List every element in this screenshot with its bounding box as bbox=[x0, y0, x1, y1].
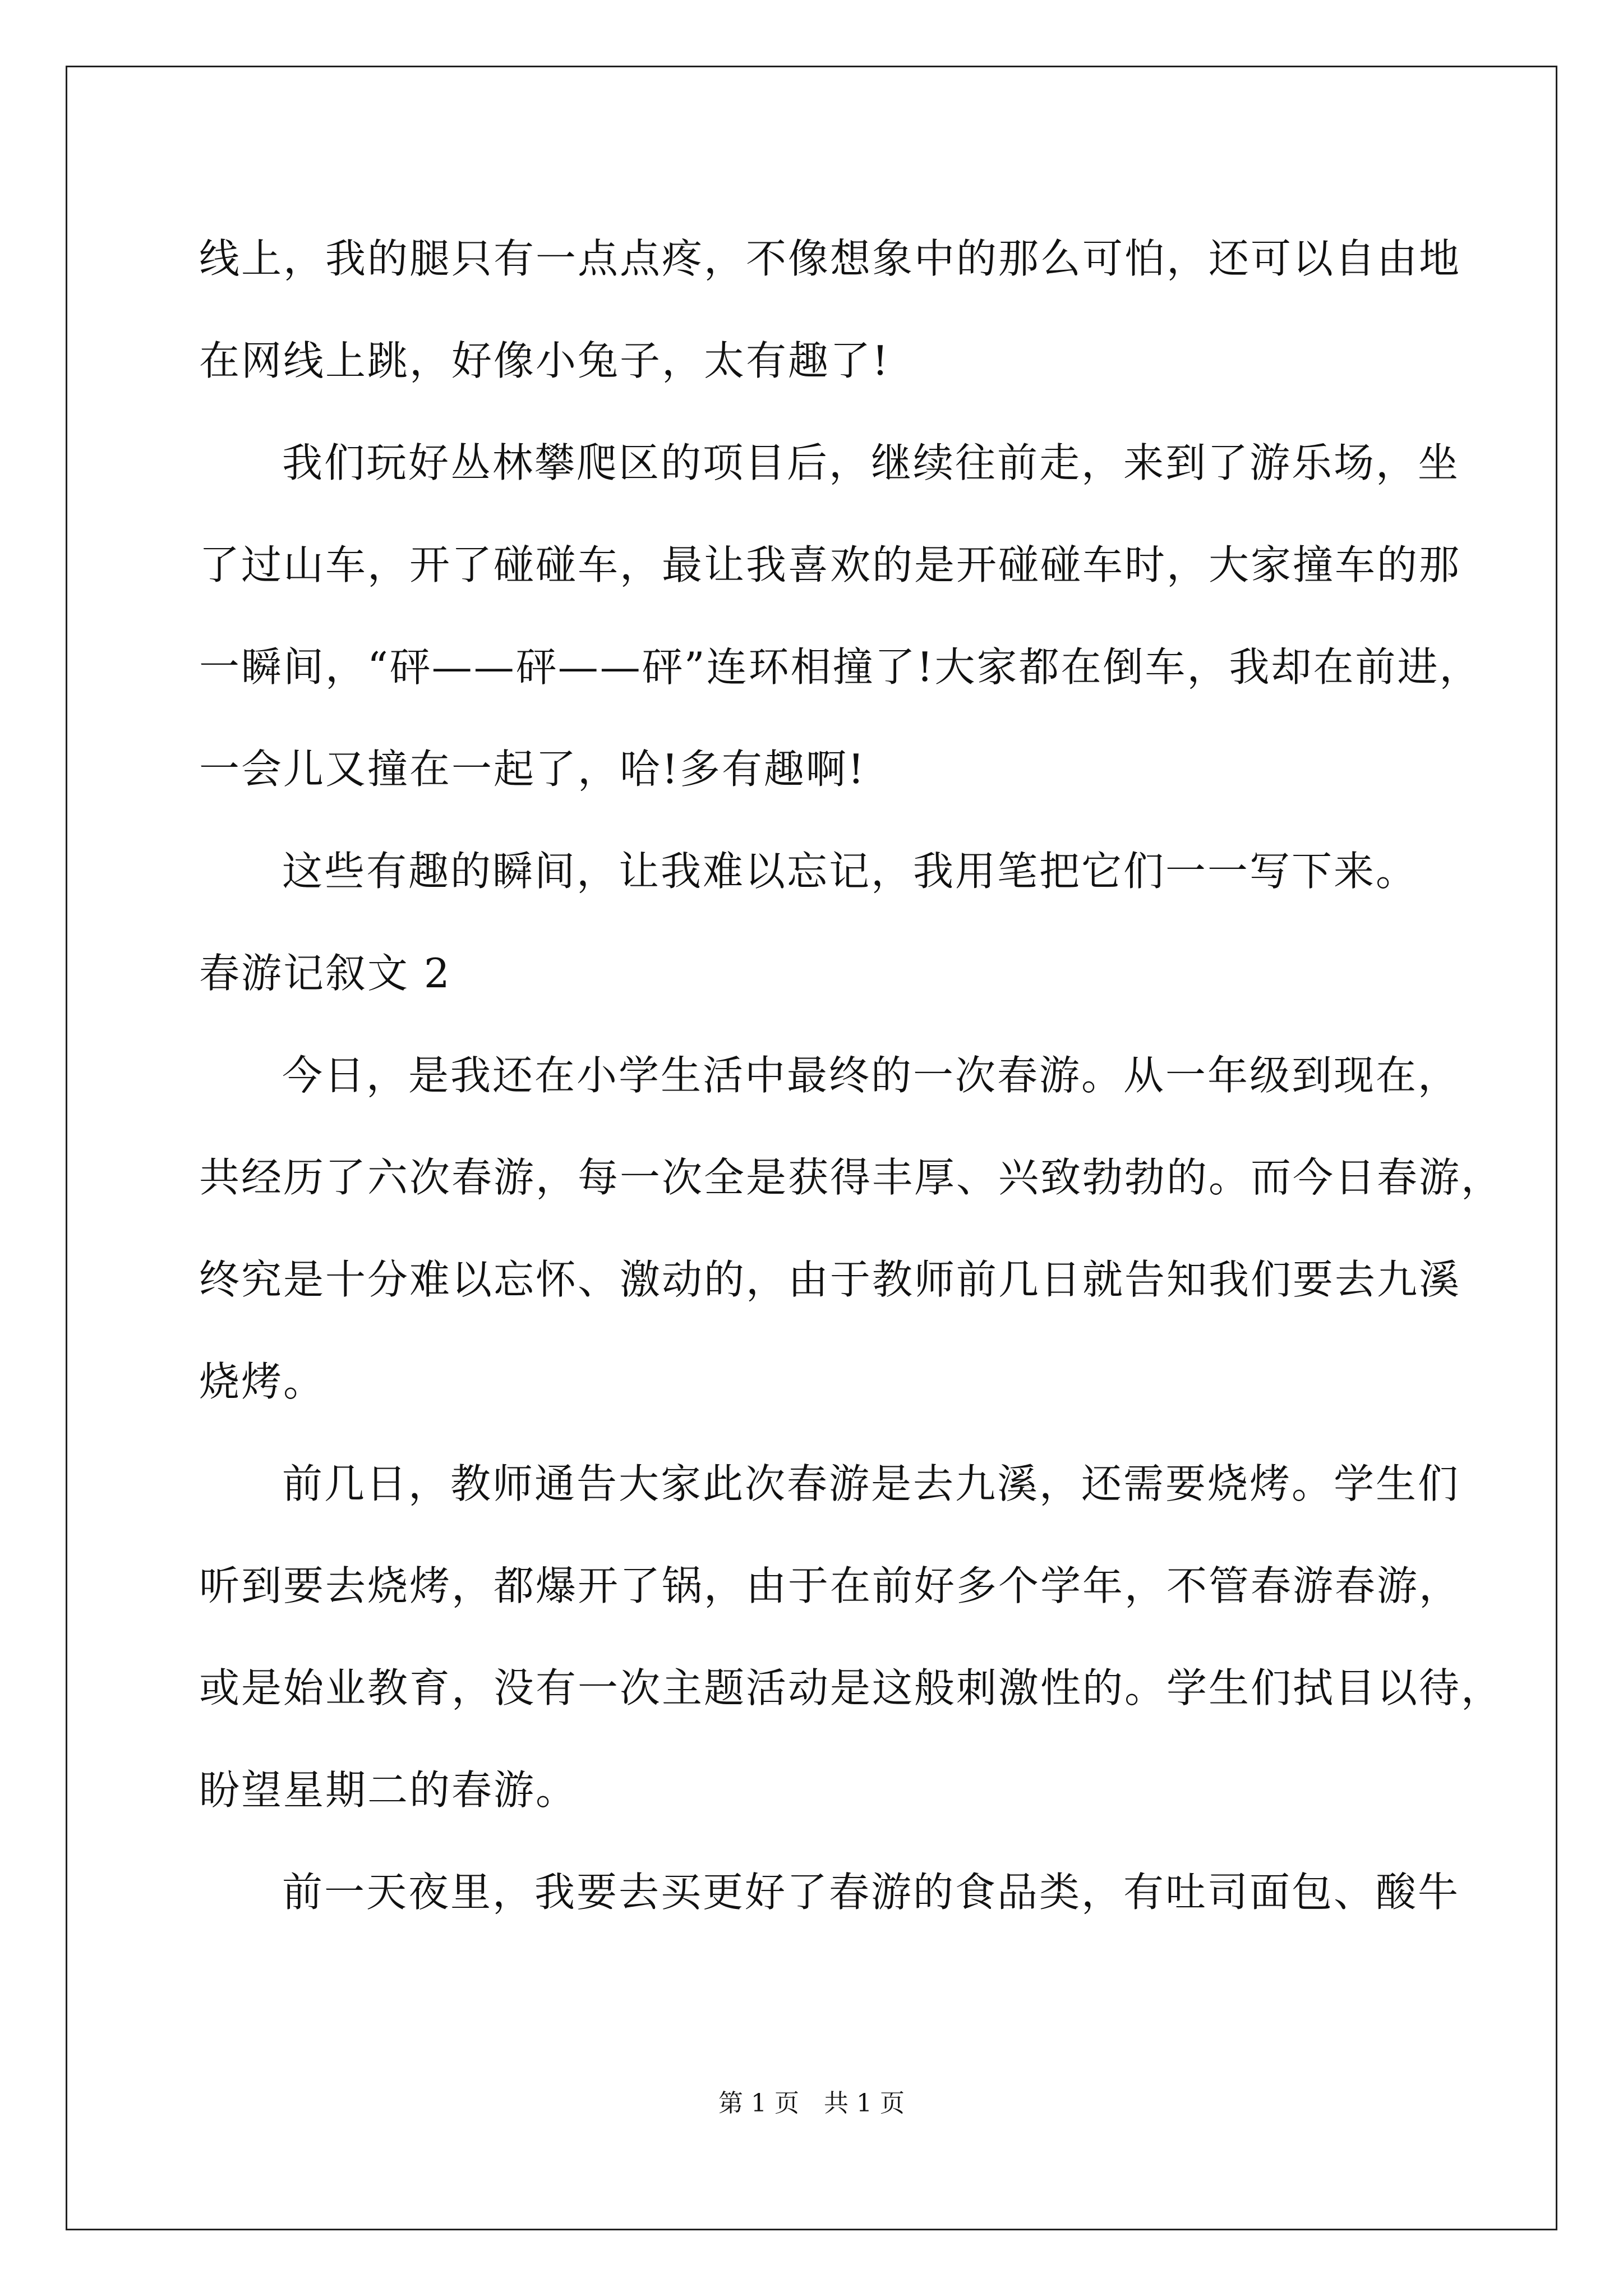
text-line: 了过山车，开了碰碰车，最让我喜欢的是开碰碰车时，大家撞车的那 bbox=[199, 541, 1461, 588]
text-line: 这些有趣的瞬间，让我难以忘记，我用笔把它们一一写下来。 bbox=[282, 848, 1418, 895]
text-line: 前几日，教师通告大家此次春游是去九溪，还需要烧烤。学生们 bbox=[282, 1460, 1460, 1507]
text-line: 今日，是我还在小学生活中最终的一次春游。从一年级到现在， bbox=[282, 1052, 1460, 1099]
text-line: 终究是十分难以忘怀、激动的，由于教师前几日就告知我们要去九溪 bbox=[199, 1256, 1461, 1303]
text-line: 一会儿又撞在一起了，哈!多有趣啊! bbox=[199, 746, 866, 793]
text-line: 听到要去烧烤，都爆开了锅，由于在前好多个学年，不管春游春游， bbox=[199, 1562, 1461, 1609]
document-body bbox=[199, 208, 1504, 1943]
page-number-footer: 第 1 页 共 1 页 bbox=[718, 2089, 905, 2118]
text-line: 或是始业教育，没有一次主题活动是这般刺激性的。学生们拭目以待， bbox=[199, 1664, 1504, 1711]
text-line: 在网线上跳，好像小兔子，太有趣了! bbox=[199, 337, 890, 384]
text-line: 盼望星期二的春游。 bbox=[199, 1766, 578, 1814]
text-line: 一瞬间，“砰——砰——砰”连环相撞了!大家都在倒车，我却在前进， bbox=[199, 643, 1482, 691]
section-heading: 春游记叙文 2 bbox=[199, 950, 451, 997]
text-line: 共经历了六次春游，每一次全是获得丰厚、兴致勃勃的。而今日春游， bbox=[199, 1154, 1504, 1201]
text-line: 前一天夜里，我要去买更好了春游的食品类，有吐司面包、酸牛 bbox=[282, 1869, 1460, 1916]
text-line: 我们玩好丛林攀爬区的项目后，继续往前走，来到了游乐场，坐 bbox=[282, 439, 1460, 486]
text-line: 线上，我的腿只有一点点疼，不像想象中的那么可怕，还可以自由地 bbox=[199, 235, 1461, 282]
text-line: 烧烤。 bbox=[199, 1358, 326, 1405]
